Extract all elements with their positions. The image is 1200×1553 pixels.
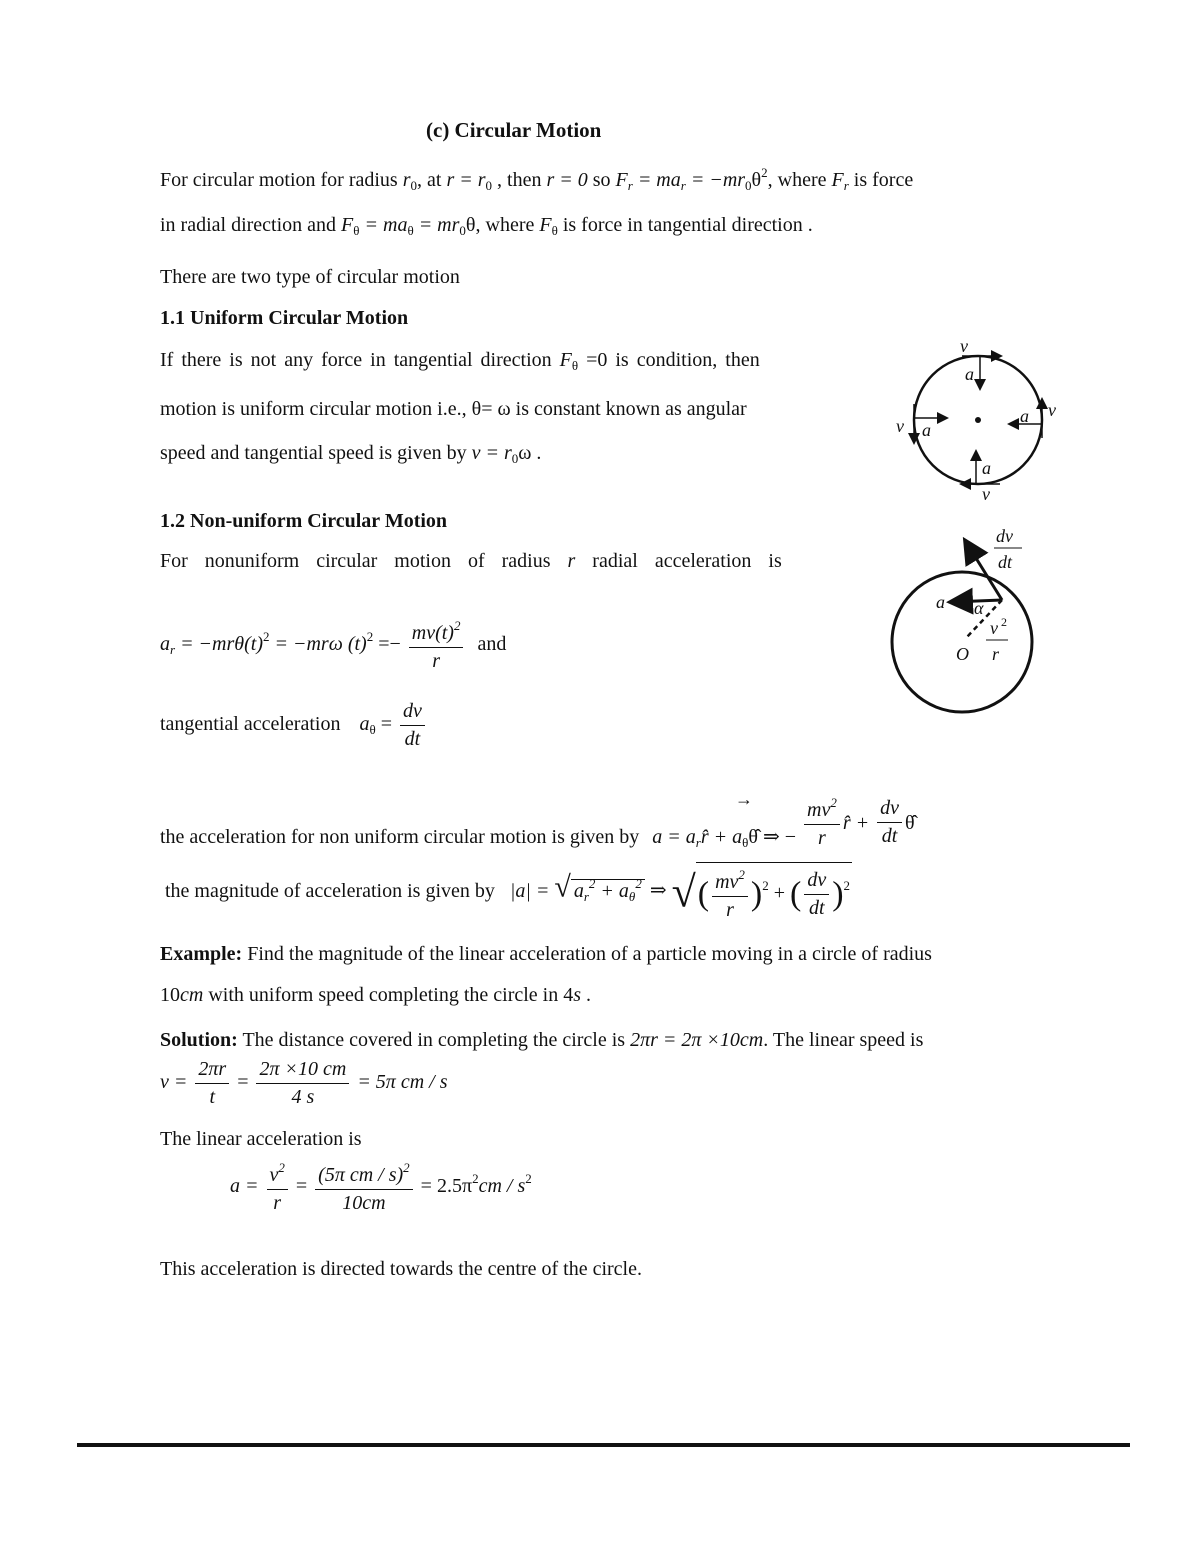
linear-acceleration-equation: a = $\frac{v^2}{r}$ = $\frac{(5\pi cm / s)^2}{10cm}$ = $2.5\pi^2cm / s^2$ — [230, 1160, 532, 1214]
nonuniform-title: 1.2 Non-uniform Circular Motion — [160, 510, 448, 532]
fig2-label: α — [974, 598, 984, 618]
circular-motion-types: There are two type of circular motion — [160, 266, 460, 288]
example-line-2: 10cm with uniform speed completing the circle in 4s . — [160, 984, 592, 1006]
fig2-label: dt — [998, 552, 1013, 572]
solution-line-1: Solution: The distance covered in completing the circle is 2πr = 2π ×10cm. The linear speed is — [160, 1029, 924, 1051]
fig2-label: 2 — [1001, 615, 1007, 629]
uniform-line-1: If there is not any force in tangential direction $F_\theta =0$ is condition, then — [160, 349, 760, 373]
uniform-line-3: speed and tangential speed is given by $v = r_0\omega$ . — [160, 442, 542, 466]
total-acceleration-equation: the acceleration for non uniform circular motion is given by a → = $a_rr̂$ + $a_\theta\thetâ$ ⇒ − $\frac{mv^2}{r}$ r̂ + $\frac{dv}{dt}$ θ̂ — [160, 789, 915, 851]
intro-line-1: For circular motion for radius $r_0$, at $r = r_0$ , then r = 0 so $F_r = ma_r = -mr_0\theta^2$, where $F_r$ is force — [160, 165, 914, 193]
fig1-label: v — [982, 484, 990, 503]
uniform-title: 1.1 Uniform Circular Motion — [160, 307, 409, 329]
linear-acceleration-label: The linear acceleration is — [160, 1128, 362, 1150]
fig1-label: a — [965, 364, 974, 384]
fig1-label: a — [1020, 406, 1029, 426]
intro-line-2: in radial direction and $F_\theta = ma_\theta = mr_0\theta$, where $F_\theta$ is force in tangential direction . — [160, 214, 813, 238]
nonuniform-circle-diagram — [880, 520, 1050, 720]
fig2-label: dv — [996, 526, 1013, 546]
fig2-label: O — [956, 644, 969, 664]
fig1-label: v — [1048, 400, 1056, 420]
radial-acceleration-equation: $a_r = -mr\theta(t)^2 = -mr\omega$ $(t)^2$ =− $\frac{mv(t)^2}{r}$ and — [160, 618, 507, 672]
tangential-acceleration-equation: tangential acceleration $a_\theta$ = $\frac{dv}{dt}$ — [160, 700, 428, 751]
fig2-label: r — [992, 644, 1000, 664]
fig1-label: a — [922, 420, 931, 440]
fig1-label: v — [960, 338, 968, 356]
magnitude-equation: the magnitude of acceleration is given by |a| = √ $a_r^2 + a_\theta^2$ ⇒ √( $\frac{mv^2}{r}$ )$^2$ + ( $\frac{dv}{dt}$ )$^2$ — [165, 862, 852, 922]
conclusion-text: This acceleration is directed towards the centre of the circle. — [160, 1258, 642, 1280]
example-line-1: Example: Find the magnitude of the linear acceleration of a particle moving in a circle of radius — [160, 943, 932, 965]
uniform-line-2: motion is uniform circular motion i.e., θ= ω is constant known as angular — [160, 398, 747, 420]
fig2-label: a — [936, 592, 945, 612]
section-heading: (c) Circular Motion — [426, 118, 602, 142]
nonuniform-line-1: For nonuniform circular motion of radius r radial acceleration is — [160, 550, 782, 572]
footer-rule — [77, 1443, 1130, 1447]
fig1-label: a — [982, 458, 991, 478]
uniform-circle-diagram — [890, 338, 1065, 503]
fig1-label: v — [896, 416, 904, 436]
fig2-label: v — [990, 618, 998, 638]
linear-speed-equation: v = $\frac{2\pi r}{t}$ = $\frac{2\pi \times 10 cm}{4 s}$ = 5π cm / s — [160, 1058, 448, 1108]
